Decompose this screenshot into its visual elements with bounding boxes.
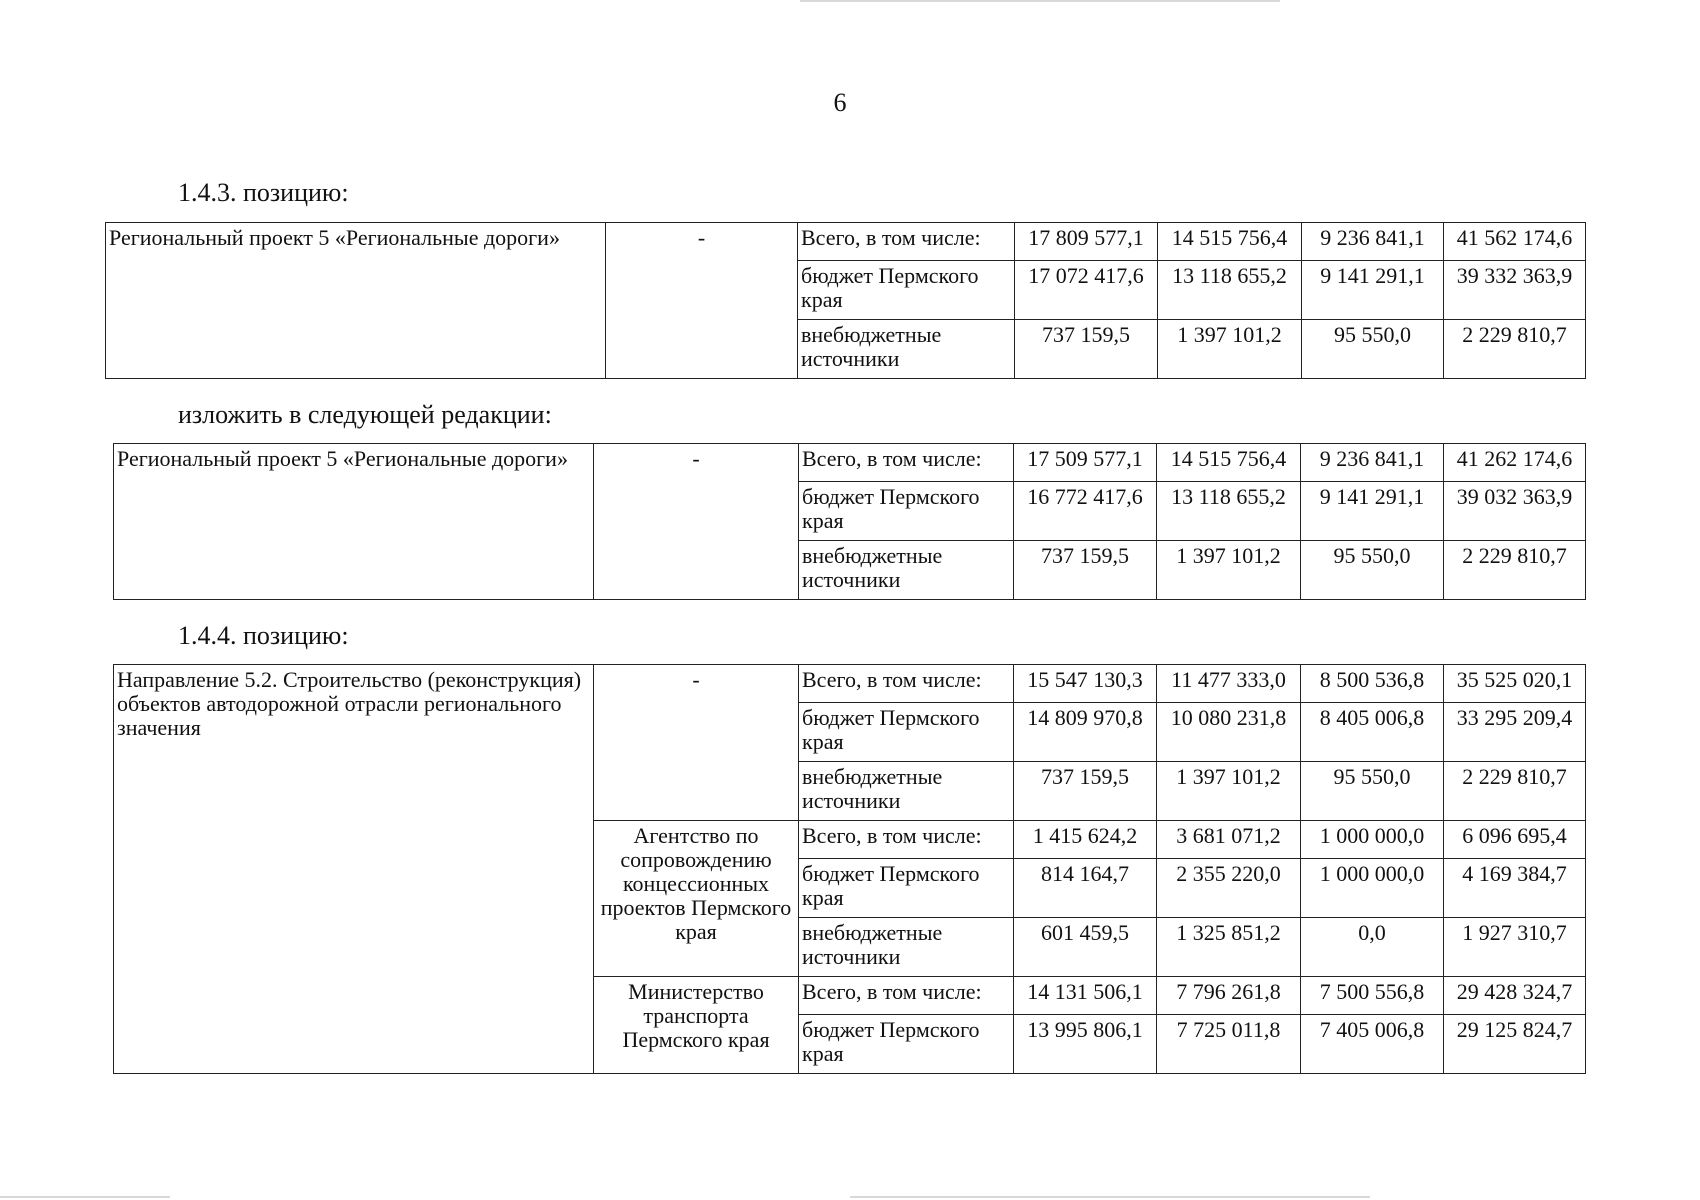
table-row	[114, 665, 1586, 703]
source-cell: бюджет Пермского края	[799, 1015, 1014, 1074]
responsible-cell: -	[594, 665, 799, 821]
table-new-regional-project	[113, 443, 1586, 600]
value-cell: 1 927 310,7	[1444, 918, 1586, 977]
value-cell: 7 405 006,8	[1301, 1015, 1444, 1074]
source-cell: внебюджетные источники	[799, 541, 1014, 600]
source-cell: Всего, в том числе:	[799, 821, 1014, 859]
value-cell: 1 325 851,2	[1157, 918, 1301, 977]
value-cell: 39 332 363,9	[1444, 261, 1586, 320]
value-cell: 35 525 020,1	[1444, 665, 1586, 703]
table-current-regional-project	[105, 222, 1586, 379]
value-cell: 7 725 011,8	[1157, 1015, 1301, 1074]
value-cell: 8 405 006,8	[1301, 703, 1444, 762]
value-cell: 9 236 841,1	[1301, 444, 1444, 482]
value-cell: 737 159,5	[1015, 320, 1158, 379]
value-cell: 4 169 384,7	[1444, 859, 1586, 918]
scan-mark-bottom-right	[850, 1196, 1370, 1198]
direction-name-cell: Направление 5.2. Строительство (реконструкция) объектов автодорожной отрасли регионального значения	[114, 665, 594, 1074]
value-cell: 1 397 101,2	[1157, 762, 1301, 821]
responsible-cell: -	[606, 223, 798, 379]
value-cell: 17 509 577,1	[1014, 444, 1157, 482]
value-cell: 1 397 101,2	[1157, 541, 1301, 600]
source-cell: Всего, в том числе:	[799, 977, 1014, 1015]
value-cell: 601 459,5	[1014, 918, 1157, 977]
value-cell: 737 159,5	[1014, 541, 1157, 600]
value-cell: 1 000 000,0	[1301, 859, 1444, 918]
value-cell: 9 141 291,1	[1301, 482, 1444, 541]
value-cell: 2 229 810,7	[1444, 762, 1586, 821]
source-cell: Всего, в том числе:	[798, 223, 1015, 261]
value-cell: 14 809 970,8	[1014, 703, 1157, 762]
value-cell: 29 125 824,7	[1444, 1015, 1586, 1074]
value-cell: 95 550,0	[1301, 541, 1444, 600]
value-cell: 2 229 810,7	[1444, 320, 1586, 379]
value-cell: 10 080 231,8	[1157, 703, 1301, 762]
value-cell: 6 096 695,4	[1444, 821, 1586, 859]
value-cell: 1 397 101,2	[1158, 320, 1302, 379]
source-cell: бюджет Пермского края	[799, 482, 1014, 541]
value-cell: 9 236 841,1	[1302, 223, 1444, 261]
source-cell: внебюджетные источники	[799, 762, 1014, 821]
source-cell: Всего, в том числе:	[799, 444, 1014, 482]
value-cell: 8 500 536,8	[1301, 665, 1444, 703]
value-cell: 41 562 174,6	[1444, 223, 1586, 261]
value-cell: 7 796 261,8	[1157, 977, 1301, 1015]
section-heading-1-4-3: 1.4.3. позицию:	[178, 178, 349, 207]
source-cell: бюджет Пермского края	[799, 859, 1014, 918]
source-cell: Всего, в том числе:	[799, 665, 1014, 703]
scan-mark-bottom-left	[0, 1196, 170, 1198]
responsible-cell: Агентство по сопровождению концессионных проектов Пермского края	[594, 821, 799, 977]
value-cell: 14 515 756,4	[1158, 223, 1302, 261]
value-cell: 11 477 333,0	[1157, 665, 1301, 703]
value-cell: 33 295 209,4	[1444, 703, 1586, 762]
source-cell: внебюджетные источники	[798, 320, 1015, 379]
value-cell: 9 141 291,1	[1302, 261, 1444, 320]
project-name-cell: Региональный проект 5 «Региональные дороги»	[114, 444, 594, 600]
value-cell: 13 118 655,2	[1157, 482, 1301, 541]
value-cell: 3 681 071,2	[1157, 821, 1301, 859]
responsible-cell: Министерство транспорта Пермского края	[594, 977, 799, 1074]
value-cell: 14 131 506,1	[1014, 977, 1157, 1015]
value-cell: 17 072 417,6	[1015, 261, 1158, 320]
section-heading-1-4-4: 1.4.4. позицию:	[178, 621, 349, 650]
value-cell: 14 515 756,4	[1157, 444, 1301, 482]
source-cell: бюджет Пермского края	[798, 261, 1015, 320]
responsible-cell: -	[594, 444, 799, 600]
table-row	[106, 223, 1586, 261]
value-cell: 95 550,0	[1302, 320, 1444, 379]
value-cell: 0,0	[1301, 918, 1444, 977]
value-cell: 39 032 363,9	[1444, 482, 1586, 541]
value-cell: 29 428 324,7	[1444, 977, 1586, 1015]
value-cell: 1 000 000,0	[1301, 821, 1444, 859]
value-cell: 13 118 655,2	[1158, 261, 1302, 320]
page-number: 6	[833, 88, 847, 117]
section-heading-new-edition: изложить в следующей редакции:	[178, 400, 552, 429]
value-cell: 7 500 556,8	[1301, 977, 1444, 1015]
project-name-cell: Региональный проект 5 «Региональные дороги»	[106, 223, 606, 379]
value-cell: 1 415 624,2	[1014, 821, 1157, 859]
value-cell: 2 355 220,0	[1157, 859, 1301, 918]
value-cell: 2 229 810,7	[1444, 541, 1586, 600]
source-cell: внебюджетные источники	[799, 918, 1014, 977]
value-cell: 16 772 417,6	[1014, 482, 1157, 541]
scan-mark-top	[800, 0, 1280, 2]
value-cell: 13 995 806,1	[1014, 1015, 1157, 1074]
value-cell: 95 550,0	[1301, 762, 1444, 821]
table-direction-5-2	[113, 664, 1586, 1074]
value-cell: 814 164,7	[1014, 859, 1157, 918]
value-cell: 737 159,5	[1014, 762, 1157, 821]
table-row	[114, 444, 1586, 482]
value-cell: 17 809 577,1	[1015, 223, 1158, 261]
value-cell: 15 547 130,3	[1014, 665, 1157, 703]
source-cell: бюджет Пермского края	[799, 703, 1014, 762]
value-cell: 41 262 174,6	[1444, 444, 1586, 482]
